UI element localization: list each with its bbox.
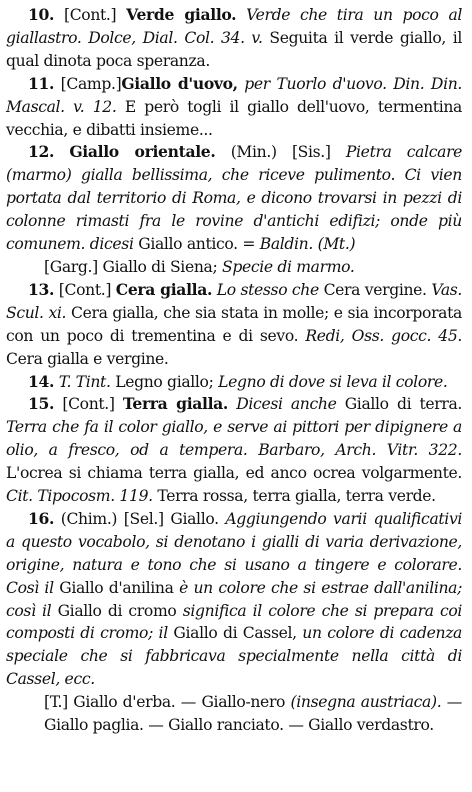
quotation: Seguita il verde giallo, il qual dinota poca speranza. <box>6 28 462 70</box>
headword: Giallo orientale. <box>69 142 216 162</box>
alternate-form: Giallo di terra. <box>344 395 463 414</box>
definition: Pietra calcare (marmo) gialla bellissima, che riceve pulimento. Ci vien portata dal territorio di Roma, e dicono trovarsi in pezzi di colonne rimasti fra le rovine d'antichi edifizi; onde più comunem. dicesi <box>6 143 463 254</box>
alternate-form: Cera vergine. <box>323 280 427 299</box>
alternate-form: Giallo antico. <box>138 235 238 254</box>
citation: Barbaro, Arch. Vitr. 322. <box>258 441 462 460</box>
citation: = Baldin. (Mt.) <box>242 235 356 254</box>
definition: per Tuorlo d'uovo. <box>244 74 387 93</box>
quotation: E però togli il giallo dell'uovo, termentina vecchia, e dibatti insieme... <box>6 97 462 139</box>
entry-10 <box>6 4 462 73</box>
alternate-form: Giallo di cromo <box>57 601 177 620</box>
headword: Legno giallo; <box>115 372 214 391</box>
source-tag: (Min.) [Sis.] <box>230 143 331 162</box>
sub-entry-12 <box>6 256 462 279</box>
alternate-form: Giallo di Cassel, <box>173 624 297 643</box>
citation: Din. Din. Mascal. v. 12. <box>6 74 463 116</box>
quotation: Cera gialla e vergine. <box>6 349 169 368</box>
definition: Aggiungendo varii qualificativi a questo vocabolo, si denotano i gialli di varia derivazione, origine, natura e tono che si usano a tingere e colorare. Così il <box>6 509 463 597</box>
entry-16 <box>6 508 462 691</box>
entry-number: 13. <box>28 279 55 299</box>
definition: Lo stesso che <box>216 280 319 299</box>
citation: Redi, Oss. gocc. 45. <box>305 326 462 345</box>
sub-headword: Giallo d'erba. — Giallo-nero <box>73 693 286 712</box>
source-tag: (Chim.) [Sel.] <box>60 509 164 528</box>
entry-number: 16. <box>28 508 55 528</box>
source-tag: [T.] <box>44 693 68 712</box>
headword: Giallo. <box>170 509 219 528</box>
definition: Dicesi anche <box>236 395 337 414</box>
headword: Terra gialla. <box>122 394 229 414</box>
quotation: L'ocrea si chiama terra gialla, ed anco ocrea volgarmente. <box>6 464 462 483</box>
source-tag: [Camp.] <box>60 74 122 93</box>
source-tag: [Cont.] <box>62 395 115 414</box>
headword: Giallo d'uovo, <box>121 73 238 93</box>
citation: Cit. Tipocosm. 119. <box>6 487 153 506</box>
definition: un colore di cadenza speciale che si fabbricava specialmente nella città di Cassel, ecc. <box>6 624 463 689</box>
entry-15 <box>6 393 462 508</box>
headword: Verde giallo. <box>126 5 237 24</box>
definition: significa il colore che si prepara coi composti di cromo; il <box>6 601 463 643</box>
definition: Terra che fa il color giallo, e serve ai pittori per dipignere a olio, a fresco, od a tempera. <box>6 418 462 460</box>
entry-11 <box>6 73 462 142</box>
definition: Specie di marmo. <box>221 257 355 276</box>
entry-12 <box>6 141 462 256</box>
citation: Vas. Scul. xi. <box>6 280 463 322</box>
entry-number: 15. <box>28 394 55 414</box>
citation: Dolce, Dial. Col. 34. v. <box>88 28 263 47</box>
headword: Cera gialla. <box>115 279 213 299</box>
sub-headword: — Giallo paglia. — Giallo ranciato. — Giallo verdastro. <box>44 693 462 735</box>
entry-number: 10. <box>28 5 55 24</box>
alternate-form: Giallo d'anilina <box>59 578 174 597</box>
entry-number: 11. <box>28 73 55 93</box>
entry-13 <box>6 279 462 371</box>
sub-headword: Giallo di Siena; <box>102 257 218 276</box>
source-tag: [Cont.] <box>63 6 117 24</box>
definition: Verde che tira un poco al giallastro. <box>6 6 463 47</box>
source-tag: [Cont.] <box>58 280 112 299</box>
quotation: Terra rossa, terra gialla, terra verde. <box>157 487 436 506</box>
definition: Legno di dove si leva il colore. <box>218 372 448 391</box>
definition: è un colore che si estrae dall'anilina; così il <box>6 578 463 620</box>
sub-entry-16 <box>6 691 462 737</box>
entry-number: 14. <box>28 371 55 391</box>
source-tag: [Garg.] <box>44 257 98 276</box>
quotation: Cera gialla, che sia stata in molle; e sia incorporata con un poco di trementina e di sevo. <box>6 303 462 345</box>
entry-number: 12. <box>28 142 55 162</box>
source-tag: T. Tint. <box>58 372 111 391</box>
definition: (insegna austriaca). <box>290 693 442 712</box>
entry-14 <box>6 371 462 394</box>
